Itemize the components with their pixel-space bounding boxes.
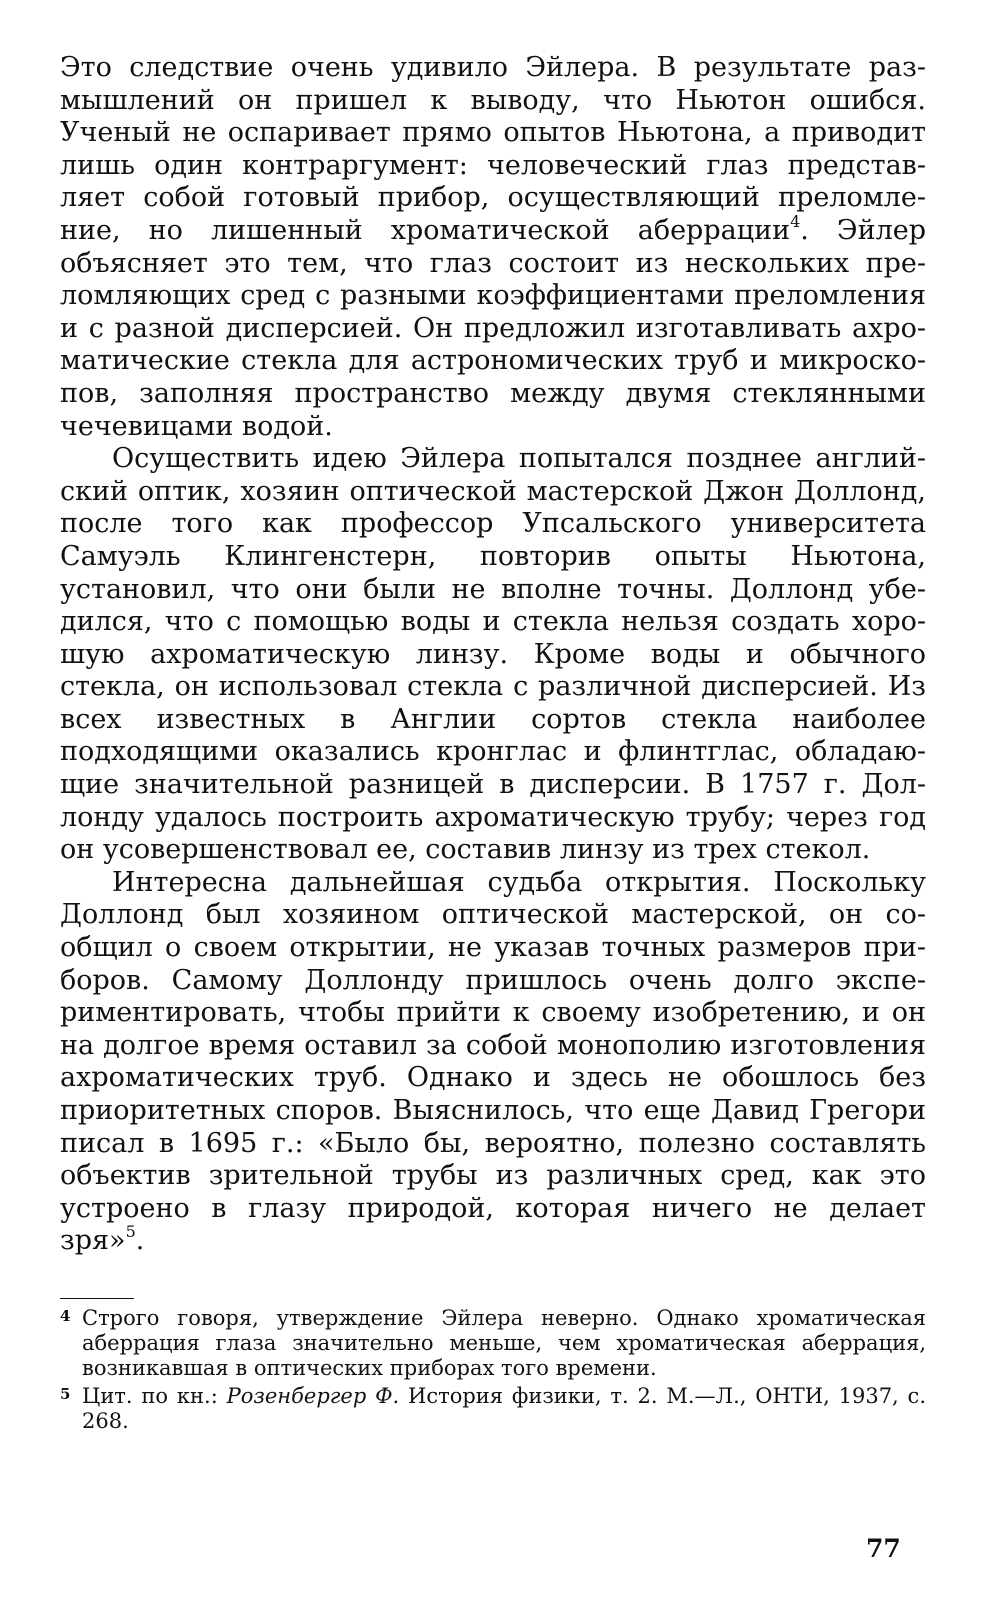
footnote-ref-5[interactable]: 5 xyxy=(125,1222,136,1242)
paragraph-1-text: Это следствие очень удивило Эйлера. В результате размышлений он пришел к выводу, что Ньютон ошибся. Ученый не оспаривает прямо опытов Ньютона, а приводит лишь один контраргумент: человеческий глаз представляет собой готовый прибор, осуществляющий преломление, но лишенный хроматической аберрации xyxy=(60,52,926,246)
footnote-5-author: Розенбергер Ф. xyxy=(226,1384,400,1408)
paragraph-2-text: Осуществить идею Эйлера попытался позднее английский оптик, хозяин оптической мастерской Джон Доллонд, после того как профессор Упсальского университета Самуэль Клингенстерн, повторив опыты Ньютона, установил, что они были не вполне точны. Доллонд убедился, что с помощью воды и стекла нельзя создать хорошую ахроматическую линзу. Кроме воды и обычного стекла, он использовал стекла с различной дисперсией. Из всех известных в Англии сортов стекла наиболее подходящими оказались кронглас и флинтглас, обладающие значительной разницей в дисперсии. В 1757 г. Доллонду удалось построить ахроматическую трубу; через год он усовершенствовал ее, составив линзу из трех стекол. xyxy=(60,443,926,866)
page-body xyxy=(60,52,926,1258)
footnote-4-mark: 4 xyxy=(60,1307,71,1325)
footnote-5-text: История физики, т. 2. М.—Л., ОНТИ, 1937, с. 268. xyxy=(82,1384,926,1433)
footnotes xyxy=(60,1306,926,1437)
footnote-ref-4[interactable]: 4 xyxy=(790,211,801,231)
footnote-5-mark: 5 xyxy=(60,1385,71,1403)
footnote-separator xyxy=(60,1298,134,1299)
paragraph-2 xyxy=(60,443,926,867)
paragraph-1 xyxy=(60,52,926,443)
paragraph-3-tail: . xyxy=(135,1225,145,1257)
paragraph-3 xyxy=(60,867,926,1258)
paragraph-1-tail: . Эйлер объясняет это тем, что глаз состоит из нескольких преломляющих сред с разными коэффициентами преломления и с разной дисперсией. Он предложил изготавливать ахроматические стекла для астрономических труб и микроскопов, заполняя пространство между двумя стеклянными чечевицами водой. xyxy=(60,214,927,442)
footnote-4 xyxy=(60,1306,926,1381)
paragraph-3-text: Интересна дальнейшая судьба открытия. Поскольку Доллонд был хозяином оптической мастерской, он сообщил о своем открытии, не указав точных размеров приборов. Самому Доллонду пришлось очень долго экспериментировать, чтобы прийти к своему изобретению, и он на долгое время оставил за собой монополию изготовления ахроматических труб. Однако и здесь не обошлось без приоритетных споров. Выяснилось, что еще Давид Грегори писал в 1695 г.: «Было бы, вероятно, полезно составлять объектив зрительной трубы из различных сред, как это устроено в глазу природой, которая ничего не делает зря» xyxy=(60,866,926,1257)
footnote-4-text: Строго говоря, утверждение Эйлера неверно. Однако хроматическая аберрация глаза значительно меньше, чем хроматическая аберрация, возникавшая в оптических приборах того времени. xyxy=(82,1306,926,1380)
footnote-5-prefix: Цит. по кн.: xyxy=(82,1384,227,1408)
footnote-5 xyxy=(60,1384,926,1434)
page-number: 77 xyxy=(866,1534,901,1563)
